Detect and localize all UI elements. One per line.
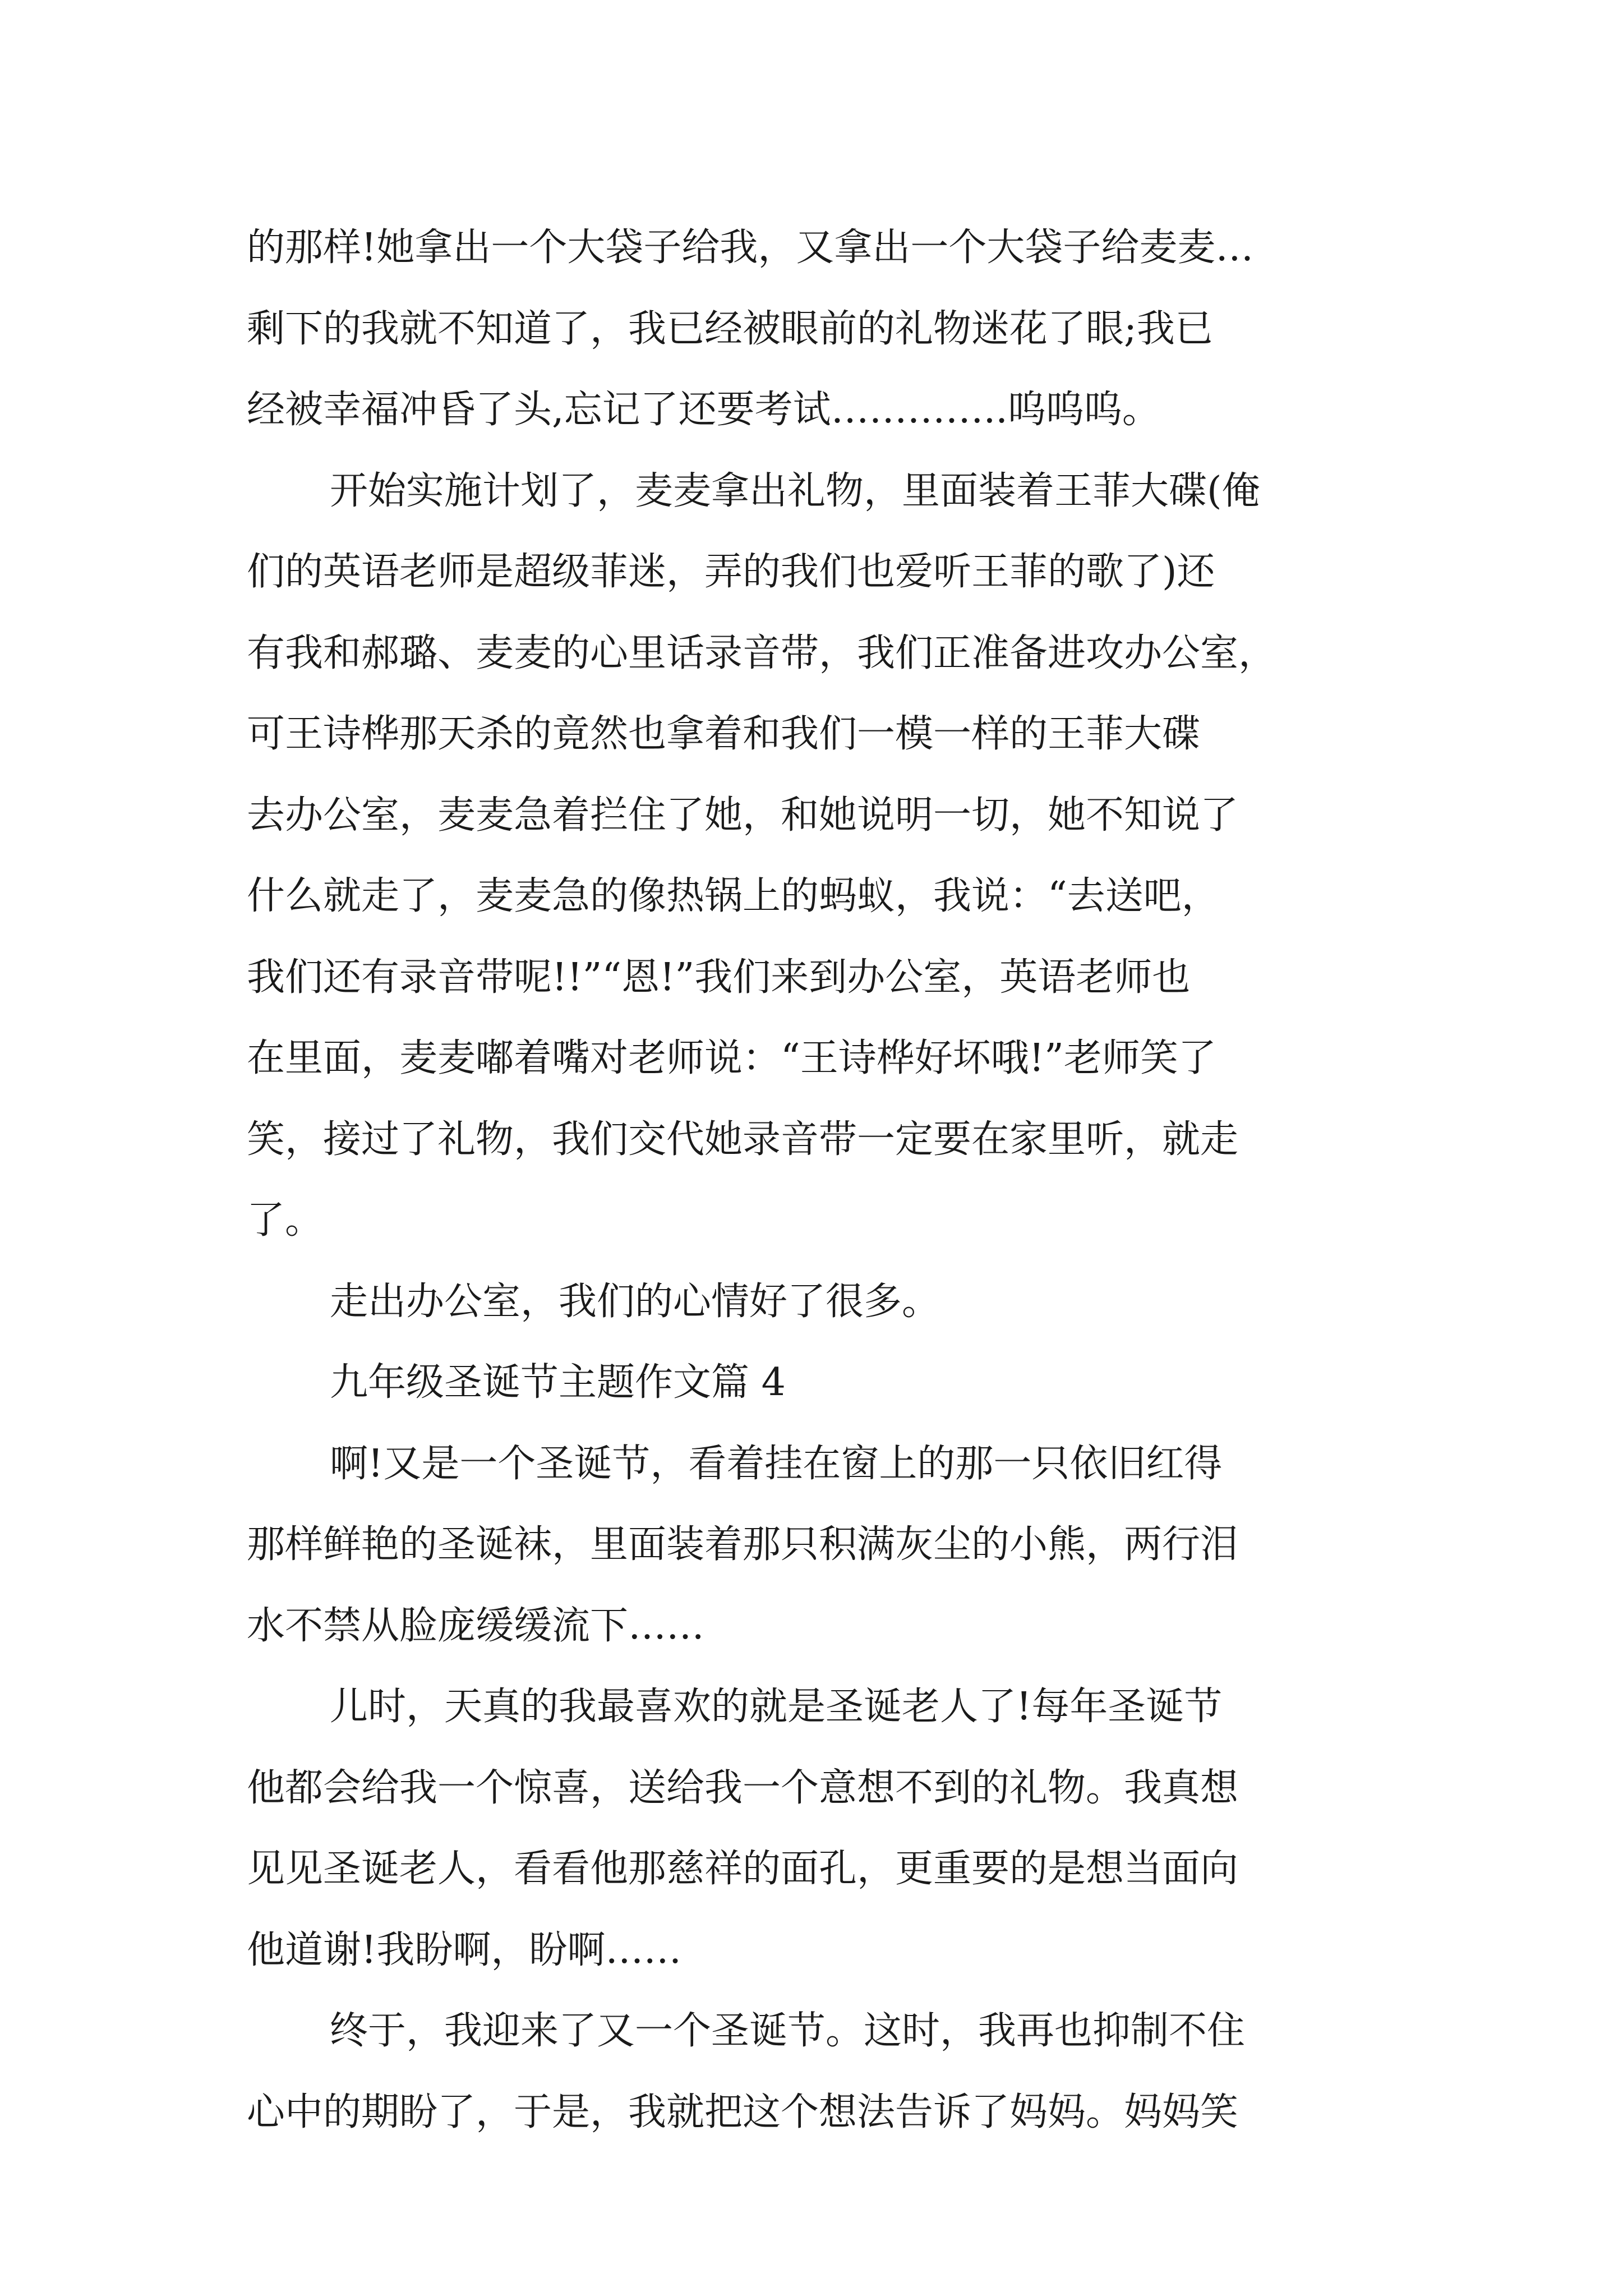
text-line: 心中的期盼了，于是，我就把这个想法告诉了妈妈。妈妈笑 xyxy=(247,2090,1239,2134)
text-line: 们的英语老师是超级菲迷，弄的我们也爱听王菲的歌了)还 xyxy=(247,550,1215,594)
text-line: 儿时，天真的我最喜欢的就是圣诞老人了!每年圣诞节 xyxy=(330,1685,1223,1729)
text-line: 在里面，麦麦嘟着嘴对老师说：“王诗桦好坏哦!”老师笑了 xyxy=(247,1036,1216,1080)
text-line: 水不禁从脸庞缓缓流下…… xyxy=(247,1603,705,1648)
text-line: 他都会给我一个惊喜，送给我一个意想不到的礼物。我真想 xyxy=(247,1765,1239,1810)
text-line: 的那样!她拿出一个大袋子给我，又拿出一个大袋子给麦麦… xyxy=(247,226,1254,270)
text-line: 那样鲜艳的圣诞袜，里面装着那只积满灰尘的小熊，两行泪 xyxy=(247,1522,1239,1567)
text-line: 九年级圣诞节主题作文篇 4 xyxy=(330,1360,786,1405)
text-line: 有我和郝璐、麦麦的心里话录音带，我们正准备进攻办公室， xyxy=(247,631,1277,675)
text-line: 去办公室，麦麦急着拦住了她，和她说明一切，她不知说了 xyxy=(247,793,1239,838)
text-line: 我们还有录音带呢!!”“恩!”我们来到办公室，英语老师也 xyxy=(247,955,1191,1000)
text-line: 开始实施计划了，麦麦拿出礼物，里面装着王菲大碟(俺 xyxy=(330,468,1260,513)
text-line: 笑，接过了礼物，我们交代她录音带一定要在家里听，就走 xyxy=(247,1117,1239,1162)
text-line: 经被幸福冲昏了头,忘记了还要考试…………..呜呜呜。 xyxy=(247,388,1160,432)
document-body xyxy=(247,208,1391,2153)
text-line: 剩下的我就不知道了，我已经被眼前的礼物迷花了眼;我已 xyxy=(247,306,1213,351)
text-line: 了。 xyxy=(247,1198,324,1243)
text-line: 终于，我迎来了又一个圣诞节。这时，我再也抑制不住 xyxy=(330,2009,1246,2053)
text-line: 啊!又是一个圣诞节，看着挂在窗上的那一只依旧红得 xyxy=(330,1441,1223,1486)
text-line: 走出办公室，我们的心情好了很多。 xyxy=(330,1279,940,1324)
text-line: 见见圣诞老人，看看他那慈祥的面孔，更重要的是想当面向 xyxy=(247,1847,1239,1891)
text-line: 他道谢!我盼啊，盼啊…… xyxy=(247,1927,682,1972)
text-line: 可王诗桦那天杀的竟然也拿着和我们一模一样的王菲大碟 xyxy=(247,712,1201,756)
text-line: 什么就走了，麦麦急的像热锅上的蚂蚁，我说：“去送吧， xyxy=(247,874,1220,918)
